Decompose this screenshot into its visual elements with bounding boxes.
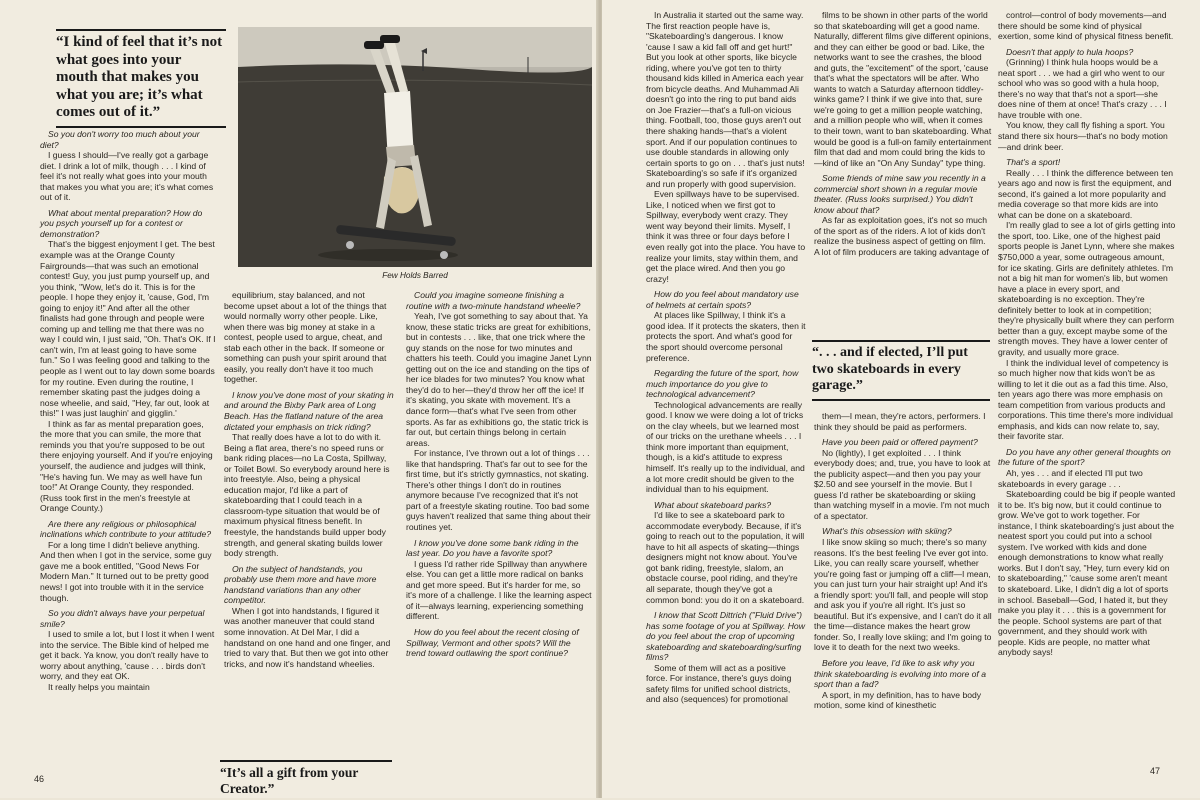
photo-illustration <box>238 27 592 267</box>
interview-question: I know that Scott Dittrich ("Fluid Drive") has some footage of you at Spillway. How do you feel about the crop of upcoming skateboarding and skateboarding/surfing films? <box>646 610 805 663</box>
interview-answer: equilibrium, stay balanced, and not become upset about a lot of the things that would normally worry other people. Like, when there was big money at stake in a contest, people used to argue, cheat, and stab each other in the back. If someone or something can push your spirit around that easily, you really don't have it too much together. <box>224 290 387 385</box>
interview-answer: It really helps you maintain <box>48 681 150 692</box>
interview-question: So you don't worry too much about your diet? <box>40 129 200 150</box>
text-column-6 <box>998 10 1176 658</box>
interview-answer: Ah, yes . . . and if elected I'll put two skateboards in every garage . . . <box>998 467 1143 489</box>
interview-question: Regarding the future of the sport, how much importance do you give to technological advancement? <box>646 368 799 400</box>
interview-answer: I think the individual level of competency is so much higher now that kids won't be as willing to let it die out as a fad this time. Also, ten years ago there was more emphasis on team competition from various products and corporations. This time there's more individual emphasis, and kids can now relate to, say, their favorite star. <box>998 357 1173 442</box>
text-column-2 <box>224 290 396 669</box>
interview-answer: I used to smile a lot, but I lost it when I went into the service. The Bible kind of helped me get it back. Ya know, you don't really have to worry about anything, 'cause . . . birds don't worry, and they eat OK. <box>40 629 215 682</box>
interview-answer: When I got into handstands, I figured it was another maneuver that could stand some innovation. At Del Mar, I did a handstand on one hand and one finger, and tried to vary that. But then we got into other tricks, and now it's handstand wheelies. <box>224 605 391 669</box>
interview-answer: I like snow skiing so much; there's so many reasons. It's the best feeling I've ever got into. Like, you can really scare yourself, whether you're going fast or jumping off a cliff—I mean, you can just turn your hair straight up! And it's a friendly sport: you'll fall, and people will stop and ask you if you're all right. It's just so beautiful. But it's expensive, and I can't do it all the time—distance makes the heart grow fonder. So, I really love skiing; and I'm going to love it to death for the next two weeks. <box>814 537 992 653</box>
photo-skater-handstand <box>238 27 592 267</box>
pull-quote-bottom: “It’s all a gift from your Creator.” <box>220 760 392 800</box>
interview-answer: At places like Spillway, I think it's a good idea. If it protects the skaters, then it protects the sport. And what's good for the sport should overcome personal preference. <box>646 310 806 363</box>
interview-question: I know you've done some bank riding in the last year. Do you have a favorite spot? <box>406 537 579 559</box>
interview-answer: As far as exploitation goes, it's not so much of the sport as of the riders. A lot of kids don't realize the business aspect of getting on film. A lot of film producers are taking advantage of <box>814 215 989 258</box>
interview-answer: films to be shown in other parts of the world so that skateboarding will get a good name. Naturally, different films give different opinions, and they can either be good or bad. Like, the networks want to see the crashes, the blood and guts, the "excitement" of the sport, 'cause that's what the spectators will be after. Who wants to watch a Saturday afternoon tiddley-winks game? I think if we give into that, sure we're going to get a million people watching, and a million people who will, when it comes to their town, want to ban skateboarding. What would be good is a full-on family entertainment film that dad and mom could bring the kids to—kind of like an "On Any Sunday" type thing. <box>814 10 992 168</box>
text-column-1 <box>40 124 216 692</box>
interview-answer: For instance, I've thrown out a lot of things . . . like that handspring. That's far out to see for the first time, but it's strictly gymnastics, not skating. There's other things I don't do in routines anymore because I've recognized that it's not part of a freestyle skating routine. Too bad some guys haven't realized that same thing about their routines yet. <box>406 448 591 533</box>
interview-answer: (Grinning) I think hula hoops would be a neat sport . . . we had a girl who went to our school who was so good with a hula hoop, there's no way that that's not a sport—she does nine of them at once! That's crazy . . . I have trouble with one. <box>998 57 1167 120</box>
interview-answer: Technological advancements are really good. I know we were doing a lot of tricks on the clay wheels, but we learned most of our tricks on the urethane wheels . . . I think more important than equipment, though, is a kid's attitude to express himself. It's really up to the individual, and a lot more credit should be given to the individual than to his equipment. <box>646 399 805 495</box>
interview-answer: I guess I'd rather ride Spillway than anywhere else. You can get a little more radical on banks and get more speed. But it's harder for me, so it's more of a challenge. I like the learning aspect of it—always learning, experiencing something different. <box>406 558 592 622</box>
interview-answer: Skateboarding could be big if people wanted it to be. It's big now, but it could continue to grow. We've got to work together. For instance, I think skateboarding's just about the neatest sport you could put into a school system. I've worked with kids and done enough demonstrations to know what really works. But I don't say, "Hey, turn every kid on to skateboarding," 'cause some aren't meant to skateboard. Like, I didn't dig a lot of sports in school. Baseball—God, I hated it, but they make you play it . . . this is a government for the people. School systems are part of that government, and they should work with people. Kids are people, no matter what anybody says! <box>998 489 1176 658</box>
interview-answer: control—control of body movements—and there should be some kind of physical exertion, some kind of physical fitness benefit. <box>998 10 1174 42</box>
interview-question: On the subject of handstands, you probably use them more and have more handstand variations than any other competitor. <box>224 563 377 606</box>
interview-answer: For a long time I didn't believe anything. And then when I got in the service, some guy gave me a book entitled, "Good News For Modern Man." It turned out to be pretty good news! I got into trouble with it in the service though. <box>40 539 212 603</box>
interview-answer: them—I mean, they're actors, performers. I think they should be paid as performers. <box>814 411 986 432</box>
interview-question: What's this obsession with skiing? <box>822 526 952 537</box>
interview-answer: Even spillways have to be supervised. Like, I noticed when we first got to Spillway, everybody went crazy. They went way beyond their limits. Myself, I think it was three or four days before I even really got into the place. You have to realize your limits, stay within them, and get the place wired. And then you go crazy! <box>646 189 806 284</box>
interview-answer: Really . . . I think the difference between ten years ago and now is first the equipment, and second, it's gained a lot more popularity and media coverage so that more kids are into what can be done on a skateboard. <box>998 167 1174 220</box>
interview-answer: Yeah, I've got something to say about that. Ya know, these static tricks are great for exhibitions, but in contests . . . like, that one trick where the guy stands on the nose for two minutes and chatters his teeth. Could you imagine Janet Lynn getting out on the ice and standing on the tips of her ice blades for two minutes? You know what they'd do to her—they'd throw her off the ice! If it's skating, you skate with movement. It's a dance form—that's what I've seen from other sports. As far as exhibitions go, the static trick is far out, but certain things belong in certain areas. <box>406 311 592 448</box>
interview-question: What about skateboard parks? <box>654 499 772 510</box>
page-number-right: 47 <box>1150 766 1161 776</box>
interview-answer: I'd like to see a skateboard park to accommodate everybody. Because, if it's going to reach out to the population, it will have to hit all aspects of skating—things designers might not know about. You've got bank riding, freestyle, slalom, an obstacle course, pool riding, and they're all separate, though they've got a common bond: you do it on a skateboard. <box>646 510 805 605</box>
interview-answer: No (lightly), I get exploited . . . I think everybody does; and, true, you have to look at the publicity aspect—and then you pay your $2.50 and see yourself in the movie. But I guess I'd rather be skateboarding or skiing than watching myself in a movie. I'm not much of a spectator. <box>814 447 991 521</box>
interview-question: Have you been paid or offered payment? <box>822 437 978 448</box>
interview-question: So you didn't always have your perpetual smile? <box>40 608 205 629</box>
interview-question: Some friends of mine saw you recently in a commercial short shown in a regular movie theater. (Russ looks surprised.) You didn't know about that? <box>814 173 986 215</box>
interview-question: I know you've done most of your skating in and around the Bixby Park area of Long Beach. Has the flatland nature of the area dictated your emphasis on trick riding? <box>224 389 394 432</box>
interview-answer: You know, they call fly fishing a sport. You stand there six hours—that's no body motion—and drink beer. <box>998 120 1168 152</box>
interview-question: Could you imagine someone finishing a routine with a two-minute handstand wheelie? <box>406 290 581 311</box>
interview-question: How do you feel about mandatory use of helmets at certain spots? <box>646 289 799 310</box>
interview-question: That's a sport! <box>1006 157 1061 168</box>
interview-question: How do you feel about the recent closing of Spillway, Vermont and other spots? Will the trend toward outlawing the sport continue? <box>406 626 579 659</box>
text-column-5-bottom <box>814 411 992 711</box>
interview-answer: A sport, in my definition, has to have body motion, some kind of kinesthetic <box>814 689 982 711</box>
interview-answer: I guess I should—I've really got a garbage diet. I drink a lot of milk, though . . . I kind of feel it's not really what goes into your mouth that makes you what you are; it's what comes out of it. <box>40 150 214 203</box>
interview-question: Are there any religious or philosophical inclinations which contribute to your attitude? <box>40 518 212 540</box>
pull-quote-right: “. . . and if elected, I’ll put two skateboards in every garage.” <box>812 340 990 401</box>
text-column-4 <box>646 10 806 705</box>
photo-caption: Few Holds Barred <box>382 271 448 280</box>
interview-answer: That's the biggest enjoyment I get. The best example was at the Orange County Fairgrounds—that was such an emotional contest! Guy, you just pump yourself up, and you think, "Wow, let's do it. This is for the people. I hope they enjoy it, 'cause, God, I'm going to enjoy it!" And after all the other finalists had gone through and people were coming up and telling me that there was no way I could win, I just said, "Oh. That's OK. If I can't win, I'm at least going to have some fun." So I was feeling good and talking to the people as I went out to lay down some boards for my routine. Even during the routine, I remember skating past the judges doing a nose wheelie, and said, "Hey, far out, look at this!" I was just laughin' and gigglin.' <box>40 239 216 419</box>
interview-answer: I'm really glad to see a lot of girls getting into the sport, too. Like, one of the highest paid sports people is Janet Lynn, where she makes $750,000 a year, some outrageous amount, for ice skating. Girls are definitely athletes. I'm not a big hit man for women's lib, but women have a place in every sport, and skateboarding is no exception. They're definitely better to look at in competition; they're physically built where they can perform better than a guy, except maybe some of the strength moves. They have a lower center of gravity, and usually more grace. <box>998 220 1176 357</box>
interview-question: Doesn't that apply to hula hoops? <box>1006 46 1134 57</box>
interview-question: Before you leave, I'd like to ask why you think skateboarding is evolving into more of a sport than a fad? <box>814 658 986 690</box>
pull-quote: “I kind of feel that it’s not what goes into your mouth that makes you what you are; it’s what comes out of it.” <box>56 29 226 128</box>
interview-question: What about mental preparation? How do you psych yourself up for a contest or demonstration? <box>40 207 203 239</box>
text-column-5-top <box>814 10 992 258</box>
interview-answer: That really does have a lot to do with it. Being a flat area, there's no speed runs or bank riding places—no La Costa, Spillway, or Toilet Bowl. So everybody around here is into freestyle. Also, being a physical education major, I'd like a part of skateboarding that I could teach in a classroom-type situation that would be of maximum physical fitness benefit. In freestyle, the handstands build upper body strength, and general skating builds lower body strength. <box>224 432 390 559</box>
interview-answer: In Australia it started out the same way. The first reaction people have is, "Skateboarding's dangerous. I know 'cause I saw a kid fall off and get hurt!" But you look at other sports, like bicycle riding, where you've got ten to thirty thousand kids killed in America each year from bicycle deaths. And Muhammad Ali doesn't go into the ring to put band aids on Joe Frazier—that's a full-on vicious thing. Football, too, those guys aren't out there shaking hands—that's a violent sport. And if our population continues to use double standards in allowing only certain sports to go on . . . that's just nuts! Skateboarding's so safe if it's organized and run properly with good supervision. <box>646 10 805 189</box>
interview-answer: Some of them will act as a positive force. For instance, there's guys doing safety films for unified school districts, and also (sequences) for promotional <box>646 662 792 705</box>
interview-answer: I think as far as mental preparation goes, the more that you can smile, the more that reminds you that you're supposed to be out there enjoying yourself. And if you're enjoying yourself, the audience and judges will think, "He's having fun. We may as well have fun too!" At Orange County, they responded. (Russ took first in the men's freestyle at Orange County.) <box>40 418 213 514</box>
interview-question: Do you have any other general thoughts on the future of the sport? <box>998 446 1171 468</box>
page-number-left: 46 <box>34 774 45 784</box>
text-column-3 <box>406 290 592 659</box>
